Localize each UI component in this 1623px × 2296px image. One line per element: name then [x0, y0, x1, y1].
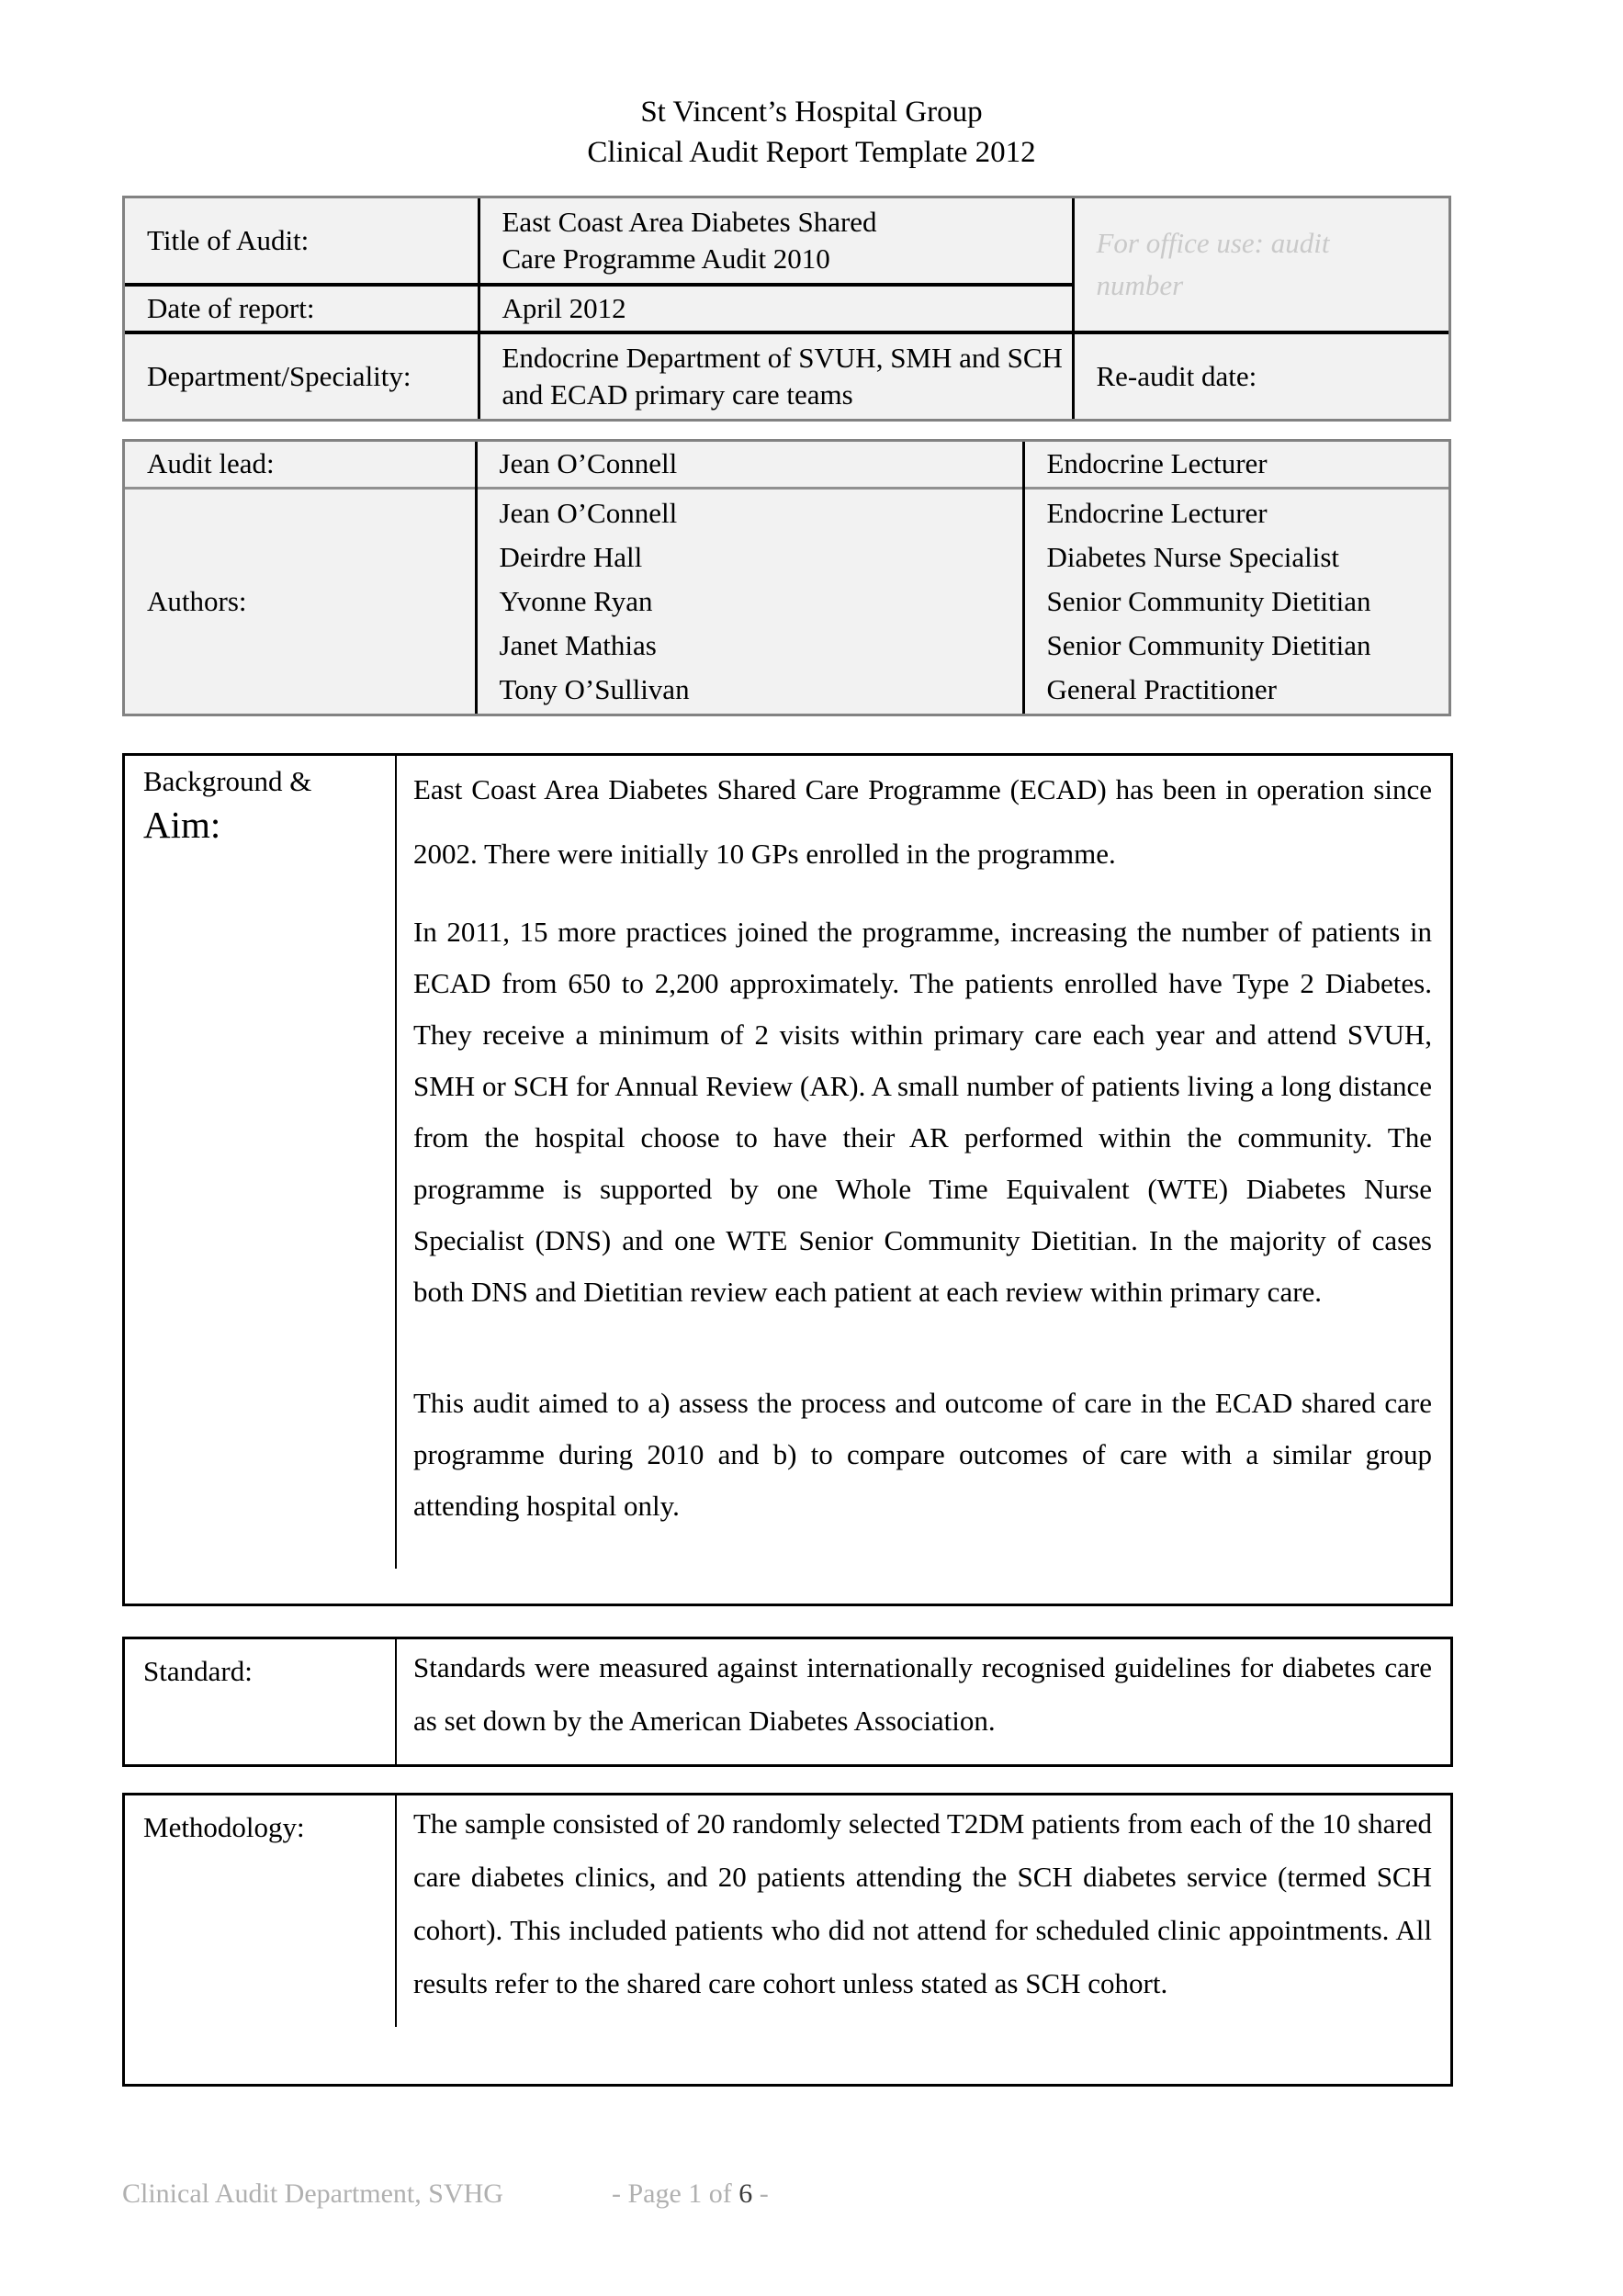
- date-of-report-label: Date of report:: [125, 285, 479, 332]
- document-title-line1: St Vincent’s Hospital Group: [640, 96, 983, 129]
- background-aim-text: [396, 756, 1450, 1569]
- author-name: Tony O’Sullivan: [499, 672, 690, 705]
- background-aim-section: [122, 753, 1453, 1606]
- background-paragraph-2: In 2011, 15 more practices joined the programme, increasing the number of patients in ECAD from 650 to 2,200 approximately. The patients enrolled have Type 2 Diabetes. They receive a minimum of 2 visits within primary care each year and attend SVUH, SMH or SCH for Annual Review (AR). A small number of patients living a long distance from the hospital choose to have their AR performed within the community. The programme is supported by one Whole Time Equivalent (WTE) Diabetes Nurse Specialist (DNS) and one WTE Senior Community Dietitian. In the majority of cases both DNS and Dietitian review each patient at each review within primary care.: [413, 916, 1432, 1308]
- document-title: [0, 92, 1623, 173]
- methodology-label: Methodology:: [143, 1811, 305, 1843]
- footer-page-suffix: -: [752, 2178, 769, 2209]
- reaudit-date-label: Re-audit date:: [1073, 332, 1448, 419]
- methodology-text: The sample consisted of 20 randomly selected T2DM patients from each of the 10 shared care diabetes clinics, and 20 patients attending the SCH diabetes service (termed SCH cohort). This included patients who did not attend for scheduled clinic appointments. All results refer to the shared care cohort unless stated as SCH cohort.: [396, 1795, 1450, 2027]
- audit-lead-name: Jean O’Connell: [476, 442, 1023, 488]
- audit-info-table: [122, 196, 1451, 422]
- standard-section: [122, 1637, 1453, 1767]
- title-of-audit-text: East Coast Area Diabetes Shared Care Programme Audit 2010: [502, 206, 877, 275]
- footer-department: Clinical Audit Department, SVHG: [122, 2178, 503, 2209]
- author-role: Diabetes Nurse Specialist: [1046, 540, 1340, 573]
- background-label-line1: Background &: [143, 765, 312, 797]
- office-use-cell: [1073, 198, 1448, 332]
- aim-paragraph: This audit aimed to a) assess the process and outcome of care in the ECAD shared care programme during 2010 and b) to compare outcomes of care with a similar group attending hospital only.: [413, 1387, 1432, 1522]
- background-paragraph-1: East Coast Area Diabetes Shared Care Programme (ECAD) has been in operation since 2002. There were initially 10 GPs enrolled in the programme.: [413, 773, 1432, 870]
- department-value: [479, 332, 1073, 419]
- footer-page-info: [612, 2178, 769, 2209]
- author-name: Yvonne Ryan: [499, 584, 653, 617]
- methodology-section: [122, 1793, 1453, 2087]
- author-role: Senior Community Dietitian: [1046, 628, 1371, 661]
- title-of-audit-value: [479, 198, 1073, 285]
- standard-text: Standards were measured against internationally recognised guidelines for diabetes care as set down by the American Diabetes Association.: [396, 1639, 1450, 1764]
- background-label-line2: Aim:: [143, 804, 221, 846]
- footer-page-prefix: - Page 1 of: [611, 2178, 739, 2209]
- document-title-line2: Clinical Audit Report Template 2012: [587, 136, 1036, 169]
- page-footer: [122, 2178, 769, 2210]
- author-role: Endocrine Lecturer: [1046, 496, 1268, 529]
- author-name: Janet Mathias: [499, 628, 657, 661]
- audit-lead-role: Endocrine Lecturer: [1023, 442, 1448, 488]
- authors-names: [476, 488, 1023, 714]
- author-role: General Practitioner: [1046, 672, 1277, 705]
- audit-lead-label: Audit lead:: [147, 447, 275, 480]
- date-of-report-value: April 2012: [479, 285, 1073, 332]
- background-aim-label: [125, 756, 396, 1569]
- department-text: Endocrine Department of SVUH, SMH and SCH and ECAD primary care teams: [502, 342, 1063, 411]
- office-use-note: For office use: audit number: [1096, 227, 1330, 301]
- team-table: [122, 439, 1451, 716]
- authors-roles: [1023, 488, 1448, 714]
- author-name: Deirdre Hall: [499, 540, 643, 573]
- footer-page-total: 6: [738, 2178, 753, 2209]
- standard-label: Standard:: [143, 1655, 253, 1687]
- author-name: Jean O’Connell: [499, 496, 678, 529]
- title-of-audit-label: Title of Audit:: [147, 224, 310, 256]
- author-role: Senior Community Dietitian: [1046, 584, 1371, 617]
- authors-label: Authors:: [125, 488, 476, 714]
- department-label: Department/Speciality:: [125, 332, 479, 419]
